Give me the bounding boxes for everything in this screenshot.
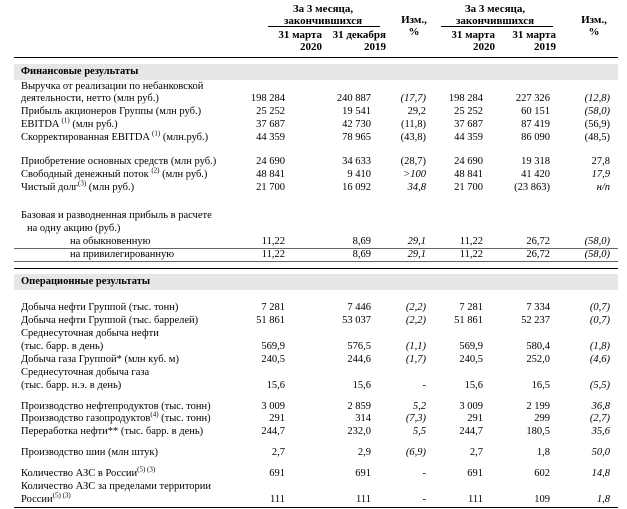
header-group-1 (263, 3, 383, 27)
cell-change: 50,0 (591, 447, 610, 458)
cell-value: 232,0 (347, 426, 371, 437)
row-label: (тыс. барр. н.э. в день) (21, 380, 122, 391)
header-col-4-line-1: 31 марта (451, 29, 495, 41)
footnote-ref: (5) (3) (137, 465, 156, 474)
cell-value: 37 687 (454, 119, 483, 130)
footnote-ref: (3) (78, 179, 87, 188)
cell-value: 34 633 (342, 156, 371, 167)
cell-value: 11,22 (261, 249, 285, 260)
cell-value: 44 359 (454, 132, 483, 143)
table-row (0, 367, 627, 379)
cell-change: 29,2 (407, 106, 426, 117)
cell-value: 86 090 (521, 132, 550, 143)
cell-value: 602 (534, 468, 550, 479)
row-label: деятельности, нетто (млн руб.) (21, 93, 159, 104)
table-row (0, 210, 627, 222)
cell-value: 19 541 (342, 106, 371, 117)
header-group-1-text: За 3 месяца, закончившихся (283, 3, 363, 27)
header-col-6-line-2: % (588, 26, 600, 38)
rule-top-operational (14, 268, 618, 269)
cell-change: (2,2) (405, 302, 426, 313)
row-label-main: России (21, 494, 53, 505)
row-label-unit: (млн руб.) (159, 169, 208, 180)
cell-value: 87 419 (521, 119, 550, 130)
cell-value: 3 009 (261, 401, 285, 412)
cell-change: (17,7) (400, 93, 426, 104)
footnote-ref: (2) (151, 166, 160, 175)
footnote-ref: (4) (150, 410, 159, 419)
cell-value: 60 151 (521, 106, 550, 117)
cell-change: (7,3) (405, 413, 426, 424)
row-label (21, 465, 156, 480)
cell-change: - (422, 380, 426, 391)
cell-value: 252,0 (526, 354, 550, 365)
cell-value: 111 (468, 494, 483, 505)
table-row (0, 116, 627, 131)
row-label-unit: (млн руб.) (86, 182, 135, 193)
cell-change: (1,7) (405, 354, 426, 365)
cell-value: 24 690 (256, 156, 285, 167)
row-label: Базовая и разводненная прибыль в расчете (21, 210, 212, 221)
cell-change: 27,8 (591, 156, 610, 167)
row-label-unit: (млн руб.) (69, 119, 118, 130)
table-row (0, 341, 627, 353)
table-row (0, 410, 627, 425)
cell-change: (12,8) (584, 93, 610, 104)
cell-change: 17,9 (591, 169, 610, 180)
row-label: на одну акцию (руб.) (27, 223, 121, 234)
cell-value: 240 887 (336, 93, 371, 104)
cell-change: 5,5 (412, 426, 426, 437)
cell-value: 2,9 (357, 447, 371, 458)
header-col-6-line-1: Изм., (581, 14, 607, 26)
row-label: Прибыль акционеров Группы (млн руб.) (21, 106, 202, 117)
cell-change: (1,8) (589, 341, 610, 352)
table-row (0, 328, 627, 340)
row-label: (тыс. барр. в день) (21, 341, 104, 352)
cell-value: 2 199 (526, 401, 550, 412)
cell-change: 35,6 (591, 426, 610, 437)
cell-change: н/п (596, 182, 610, 193)
cell-value: 15,6 (464, 380, 483, 391)
cell-value: 240,5 (459, 354, 483, 365)
table-row (0, 106, 627, 118)
row-label-main: EBITDA (21, 119, 59, 130)
cell-value: 291 (467, 413, 483, 424)
cell-change: (58,0) (584, 236, 610, 247)
row-label: на обыкновенную (70, 236, 151, 247)
cell-change: (5,5) (589, 380, 610, 391)
cell-value: 15,6 (266, 380, 285, 391)
cell-value: 48 841 (454, 169, 483, 180)
table-row (0, 249, 627, 261)
row-label-unit: (тыс. тонн) (158, 413, 211, 424)
header-col-2-line-1: 31 декабря (332, 29, 386, 41)
cell-change: (43,8) (400, 132, 426, 143)
cell-change: (58,0) (584, 106, 610, 117)
cell-value: 111 (270, 494, 285, 505)
section-title-operational-text: Операционные результаты (21, 276, 151, 287)
table-row (0, 81, 627, 93)
header-col-3-line-2: % (408, 26, 420, 38)
cell-value: 244,7 (261, 426, 285, 437)
table-row (0, 223, 627, 235)
cell-value: 691 (355, 468, 371, 479)
cell-value: 1,8 (536, 447, 550, 458)
cell-value: 580,4 (526, 341, 550, 352)
table-row (0, 166, 627, 181)
cell-change: (48,5) (584, 132, 610, 143)
cell-value: 78 965 (342, 132, 371, 143)
cell-change: (4,6) (589, 354, 610, 365)
cell-value: 41 420 (521, 169, 550, 180)
section-title-operational (0, 276, 627, 288)
cell-value: 111 (356, 494, 371, 505)
row-label-main: Скорректированная EBITDA (21, 132, 150, 143)
cell-value: 11,22 (459, 249, 483, 260)
footnote-ref: (5) (3) (52, 491, 71, 500)
cell-value: 240,5 (261, 354, 285, 365)
row-label (21, 166, 208, 181)
cell-change: >100 (403, 169, 426, 180)
cell-value: 16,5 (531, 380, 550, 391)
table-row (0, 315, 627, 327)
cell-change: 36,8 (591, 401, 610, 412)
cell-change: 29,1 (407, 249, 426, 260)
cell-change: 29,1 (407, 236, 426, 247)
cell-value: 16 092 (342, 182, 371, 193)
header-group-2-underline (441, 26, 553, 27)
row-label-main: Количество АЗС в России (21, 468, 138, 479)
cell-value: 691 (467, 468, 483, 479)
header-col-2-line-2: 2019 (364, 41, 386, 53)
cell-change: (0,7) (589, 315, 610, 326)
cell-value: 227 326 (515, 93, 550, 104)
cell-value: 180,5 (526, 426, 550, 437)
row-label: Среднесуточная добыча газа (21, 367, 150, 378)
row-label (21, 410, 211, 425)
cell-value: 52 237 (521, 315, 550, 326)
row-label: Среднесуточная добыча нефти (21, 328, 159, 339)
cell-value: 244,7 (459, 426, 483, 437)
table-row (0, 179, 627, 194)
cell-change: 5,2 (412, 401, 426, 412)
cell-value: 51 861 (256, 315, 285, 326)
cell-value: 8,69 (352, 249, 371, 260)
section-title-financial (0, 66, 627, 78)
header-group-2-text: За 3 месяца, закончившихся (455, 3, 535, 27)
header-col-5-line-1: 31 марта (512, 29, 556, 41)
cell-value: 48 841 (256, 169, 285, 180)
table-row (0, 447, 627, 459)
row-label: Производство нефтепродуктов (тыс. тонн) (21, 401, 211, 412)
cell-change: (1,1) (405, 341, 426, 352)
cell-value: 25 252 (256, 106, 285, 117)
cell-value: 299 (534, 413, 550, 424)
cell-change: (0,7) (589, 302, 610, 313)
header-col-2 (322, 29, 386, 53)
cell-value: 7 446 (347, 302, 371, 313)
cell-value: 53 037 (342, 315, 371, 326)
row-label: Добыча нефти Группой (тыс. баррелей) (21, 315, 199, 326)
header-col-5-line-2: 2019 (534, 41, 556, 53)
header-group-1-underline (268, 26, 380, 27)
cell-change: - (422, 468, 426, 479)
cell-value: 24 690 (454, 156, 483, 167)
cell-value: 198 284 (250, 93, 285, 104)
cell-value: 7 334 (526, 302, 550, 313)
row-label: Добыча нефти Группой (тыс. тонн) (21, 302, 179, 313)
rule-bottom (14, 507, 618, 508)
row-label (21, 179, 135, 194)
cell-value: 2,7 (271, 447, 285, 458)
cell-value: 15,6 (352, 380, 371, 391)
cell-value: 8,69 (352, 236, 371, 247)
header-col-1-line-2: 2020 (300, 41, 322, 53)
cell-value: 21 700 (454, 182, 483, 193)
cell-change: (58,0) (584, 249, 610, 260)
cell-change: 1,8 (596, 494, 610, 505)
row-label (21, 491, 71, 506)
cell-change: - (422, 494, 426, 505)
row-label: на привилегированную (70, 249, 175, 260)
cell-change: (6,9) (405, 447, 426, 458)
cell-value: (23 863) (514, 182, 550, 193)
cell-value: 26,72 (526, 249, 550, 260)
table-row (0, 302, 627, 314)
cell-change: (2,7) (589, 413, 610, 424)
row-label-main: Производство газопродуктов (21, 413, 151, 424)
cell-value: 244,6 (347, 354, 371, 365)
table-row (0, 401, 627, 413)
cell-value: 37 687 (256, 119, 285, 130)
cell-value: 291 (269, 413, 285, 424)
table-row (0, 93, 627, 105)
row-label (21, 116, 118, 131)
table-row (0, 236, 627, 248)
cell-value: 7 281 (261, 302, 285, 313)
row-label: Производство шин (млн штук) (21, 447, 158, 458)
table-row (0, 380, 627, 392)
row-label: Приобретение основных средств (млн руб.) (21, 156, 217, 167)
cell-value: 19 318 (521, 156, 550, 167)
table-row (0, 491, 627, 506)
cell-value: 569,9 (261, 341, 285, 352)
rule-row (14, 261, 618, 262)
cell-change: (56,9) (584, 119, 610, 130)
header-col-1-line-1: 31 марта (278, 29, 322, 41)
cell-value: 42 730 (342, 119, 371, 130)
header-col-1 (262, 29, 322, 53)
cell-value: 109 (534, 494, 550, 505)
header-col-5 (500, 29, 556, 53)
row-label: Переработка нефти** (тыс. барр. в день) (21, 426, 204, 437)
header-col-6 (574, 14, 614, 38)
cell-change: (11,8) (401, 119, 426, 130)
row-label-unit: (млн.руб.) (160, 132, 209, 143)
cell-value: 21 700 (256, 182, 285, 193)
cell-value: 25 252 (454, 106, 483, 117)
cell-value: 9 410 (347, 169, 371, 180)
cell-value: 7 281 (459, 302, 483, 313)
header-col-3-line-1: Изм., (401, 14, 427, 26)
cell-value: 3 009 (459, 401, 483, 412)
header-col-4-line-2: 2020 (473, 41, 495, 53)
header-col-4 (435, 29, 495, 53)
table-row (0, 465, 627, 480)
cell-value: 26,72 (526, 236, 550, 247)
rule-top-financial (14, 57, 618, 58)
table-row (0, 426, 627, 438)
cell-value: 314 (355, 413, 371, 424)
section-title-financial-text: Финансовые результаты (21, 66, 139, 77)
row-label: Количество АЗС за пределами территории (21, 481, 212, 492)
row-label: Выручка от реализации по небанковской (21, 81, 204, 92)
footnote-ref: (1) (152, 129, 161, 138)
cell-value: 198 284 (448, 93, 483, 104)
header-group-2 (436, 3, 554, 27)
table-row (0, 156, 627, 168)
cell-value: 2,7 (469, 447, 483, 458)
cell-value: 11,22 (261, 236, 285, 247)
row-label-main: Свободный денежный поток (21, 169, 149, 180)
cell-value: 44 359 (256, 132, 285, 143)
header-col-3 (394, 14, 434, 38)
cell-value: 576,5 (347, 341, 371, 352)
row-label (21, 129, 209, 144)
cell-value: 569,9 (459, 341, 483, 352)
cell-change: (2,2) (405, 315, 426, 326)
cell-value: 2 859 (347, 401, 371, 412)
cell-change: 14,8 (591, 468, 610, 479)
table-row (0, 481, 627, 493)
cell-change: (28,7) (400, 156, 426, 167)
cell-value: 51 861 (454, 315, 483, 326)
row-label-main: Чистый долг (21, 182, 78, 193)
cell-value: 691 (269, 468, 285, 479)
cell-value: 11,22 (459, 236, 483, 247)
row-label: Добыча газа Группой* (млн куб. м) (21, 354, 179, 365)
table-row (0, 129, 627, 144)
table-row (0, 354, 627, 366)
cell-change: 34,8 (407, 182, 426, 193)
footnote-ref: (1) (61, 116, 70, 125)
